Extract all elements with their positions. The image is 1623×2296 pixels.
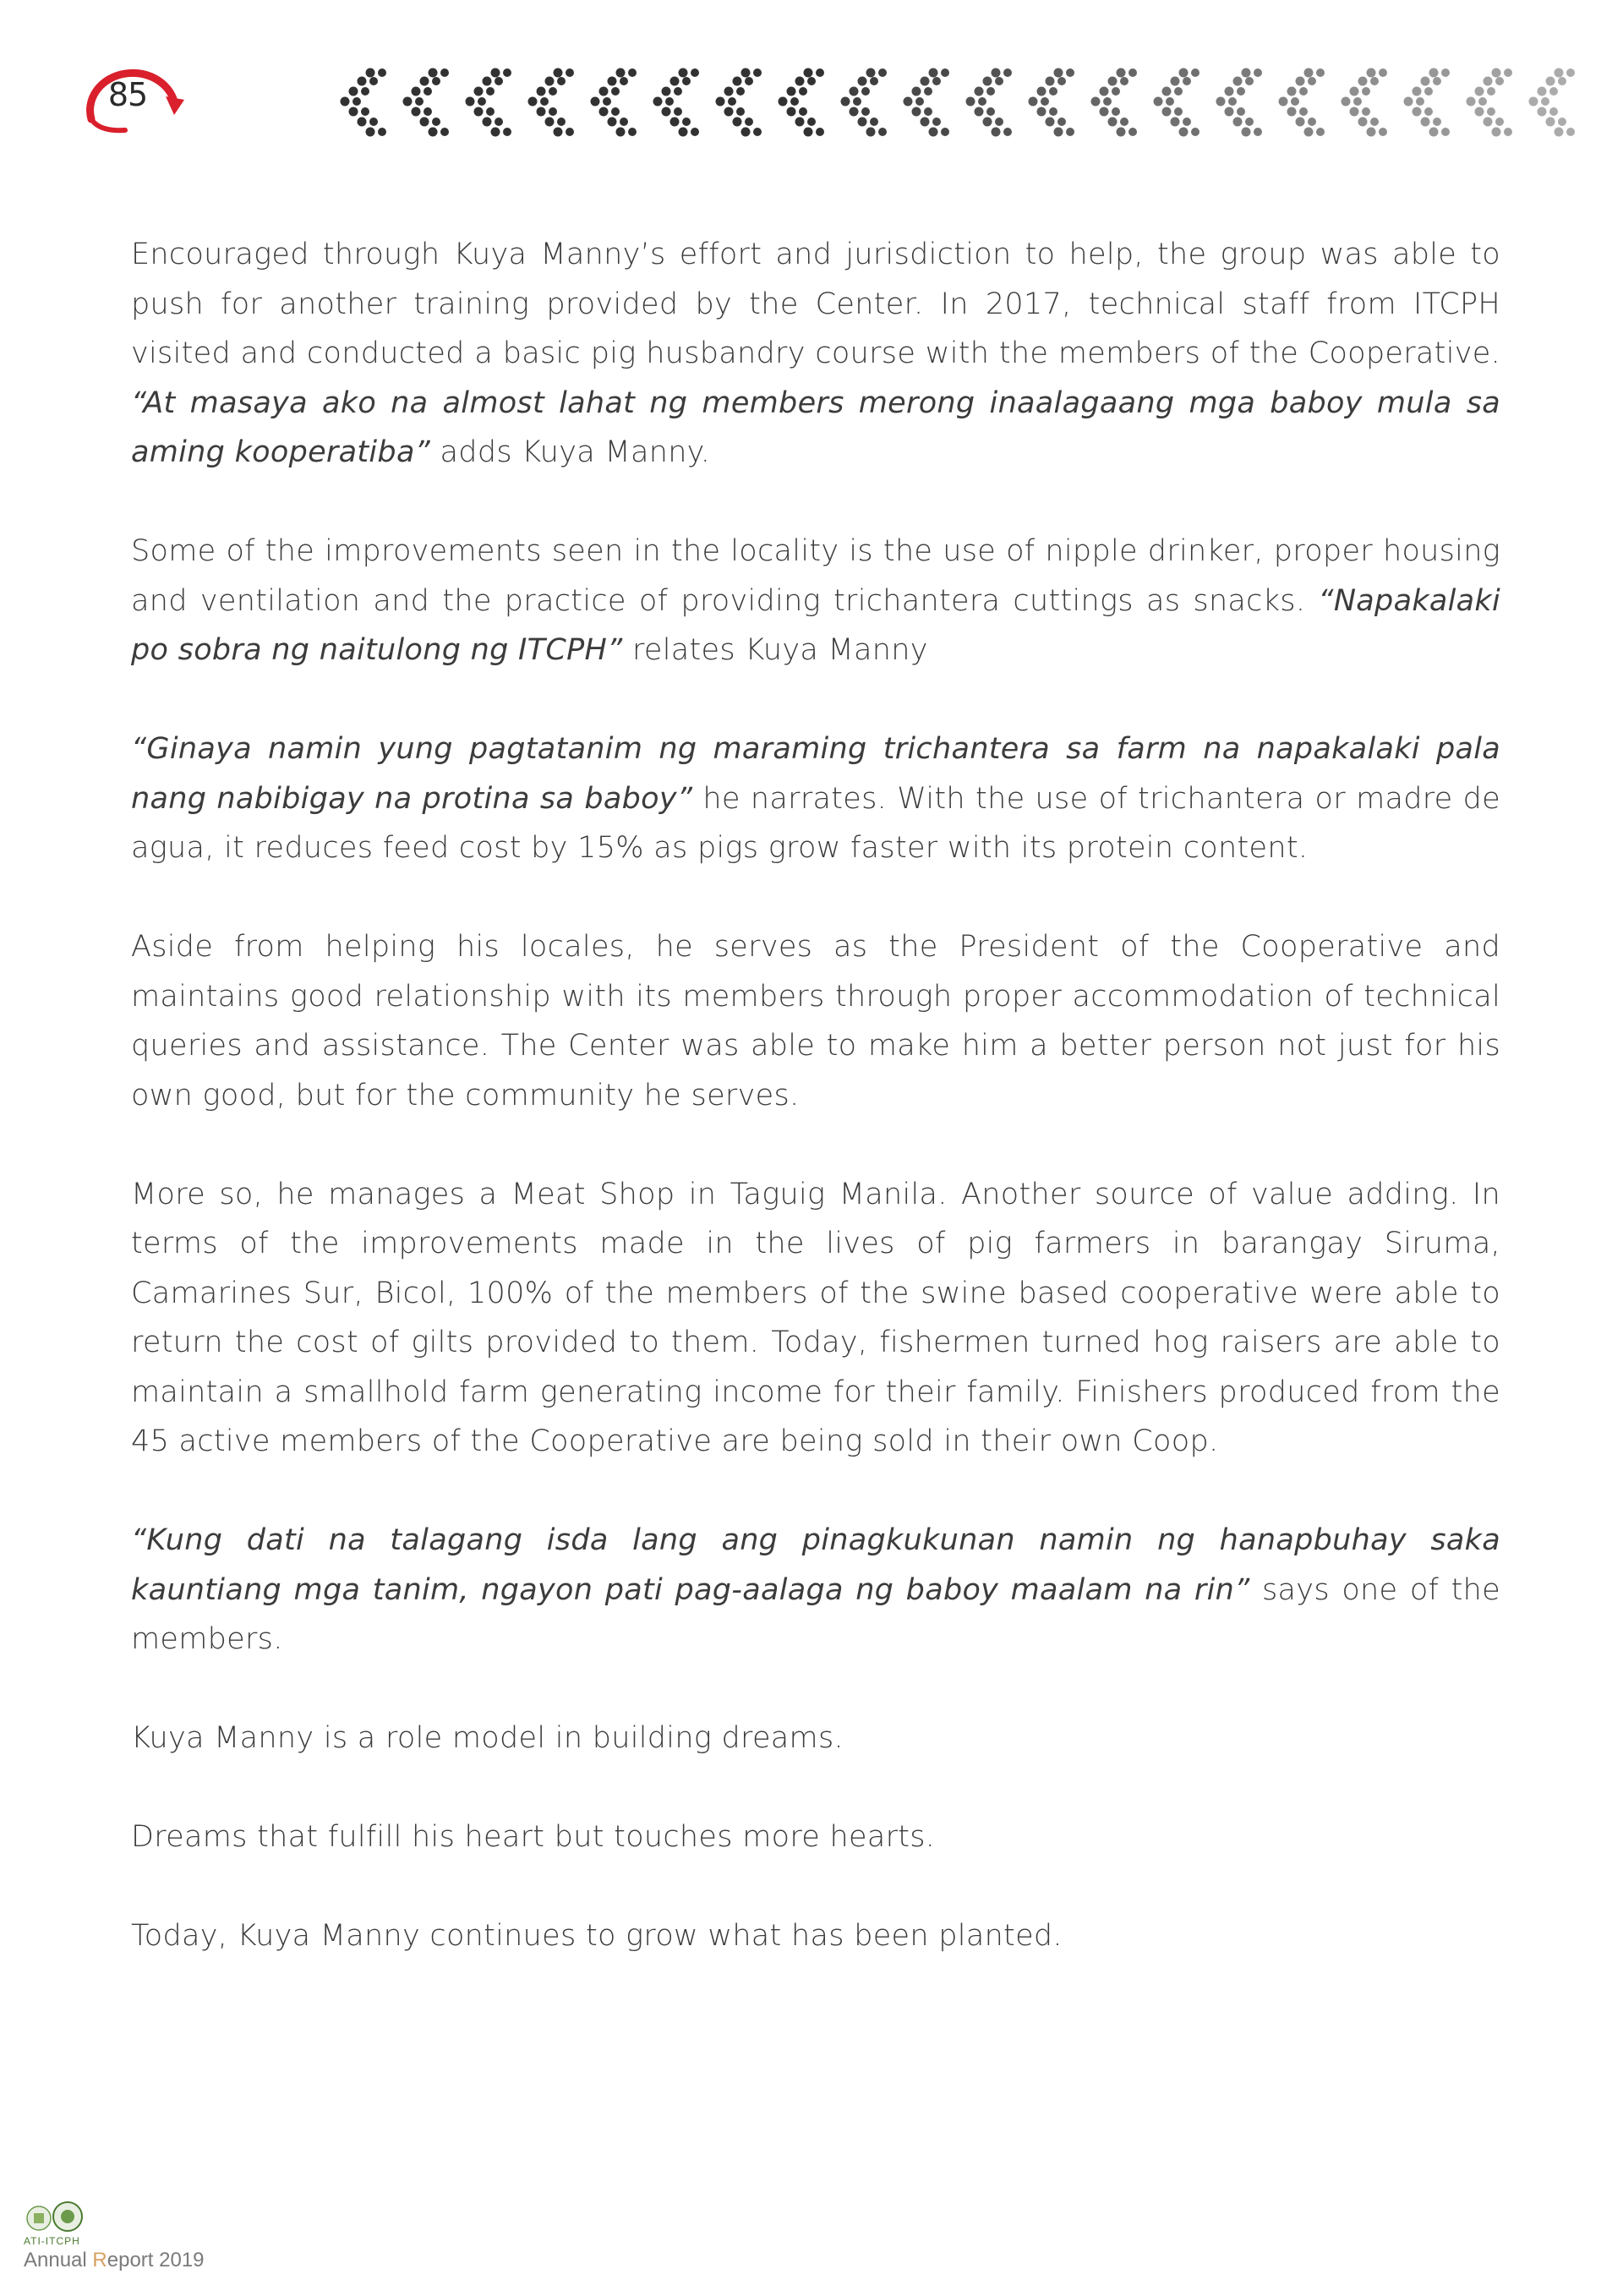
chevron-left-dots-icon bbox=[1467, 68, 1513, 137]
paragraph bbox=[131, 1714, 1500, 1763]
chevron-left-dots-icon bbox=[904, 68, 950, 137]
chevron-left-dots-icon bbox=[1029, 68, 1075, 137]
ati-seal-icon bbox=[27, 2206, 51, 2230]
text-run: Today, Kuya Manny continues to grow what has been planted. bbox=[131, 1919, 1063, 1953]
page-number-badge bbox=[66, 47, 193, 149]
text-run: he narrates. With the use of trichantera or madre de agua, it reduces feed cost by 15% as pigs grow faster with its protein content. bbox=[131, 781, 1500, 865]
footer-org-label: ATI-ITCPH bbox=[24, 2235, 80, 2247]
text-run: More so, he manages a Meat Shop in Taguig Manila. Another source of value adding. In terms of the improvements made in the lives of pig farmers in barangay Siruma, Camarines Sur, Bicol, 100% of the members of the swine based cooperative were able to return the cost of gilts provided to them. Today, fishermen turned hog raisers are able to maintain a smallhold farm generating income for their family. Finishers produced from the 45 active members of the Cooperative are being sold in their own Coop. bbox=[131, 1177, 1500, 1458]
chevron-left-dots-icon bbox=[1279, 68, 1325, 137]
chevron-left-dots-icon bbox=[403, 68, 450, 137]
quote-text: “Kung dati na talagang isda lang ang pinagkukunan namin ng hanapbuhay saka kauntiang mga tanim, ngayon pati pag-aalaga ng baboy maalam na rin” bbox=[131, 1523, 1500, 1607]
chevron-left-dots-icon bbox=[1154, 68, 1200, 137]
chevron-left-dots-icon bbox=[341, 68, 387, 137]
chevron-left-dots-icon bbox=[466, 68, 512, 137]
paragraph bbox=[131, 527, 1500, 675]
text-run: Aside from helping his locales, he serves as the President of the Cooperative and maintains good relationship with its members through proper accommodation of technical queries and assistance. The Center was able to make him a better person not just for his own good, but for the community he serves. bbox=[131, 930, 1500, 1112]
page-number: 85 bbox=[107, 76, 148, 113]
text-run: Kuya Manny is a role model in building dreams. bbox=[131, 1721, 844, 1755]
chevron-left-dots-icon bbox=[1529, 68, 1576, 137]
chevron-left-dots-icon bbox=[841, 68, 888, 137]
paragraph bbox=[131, 1170, 1500, 1467]
chevron-decoration-strip bbox=[338, 54, 1606, 156]
chevron-left-dots-icon bbox=[716, 68, 762, 137]
paragraph bbox=[131, 1812, 1500, 1862]
chevron-left-dots-icon bbox=[1404, 68, 1451, 137]
chevron-left-dots-icon bbox=[591, 68, 637, 137]
quote-text: “Ginaya namin yung pagtatanim ng maraming trichantera sa farm na napakalaki pala nang nabibigay na protina sa baboy” bbox=[131, 732, 1500, 816]
text-run: adds Kuya Manny. bbox=[430, 435, 711, 469]
quote-text: “At masaya ako na almost lahat ng members merong inaalagaang mga baboy mula sa aming kooperatiba” bbox=[131, 385, 1500, 469]
footer-seals bbox=[24, 2198, 91, 2235]
paragraph bbox=[131, 230, 1500, 478]
text-run: Encouraged through Kuya Manny’s effort and jurisdiction to help, the group was able to push for another training provided by the Center. In 2017, technical staff from ITCPH visited and conducted a basic pig husbandry course with the members of the Cooperative. bbox=[131, 238, 1500, 370]
text-run: relates Kuya Manny bbox=[622, 633, 928, 667]
chevron-left-dots-icon bbox=[779, 68, 825, 137]
quote-text: “Napakalaki po sobra ng naitulong ng ITCPH” bbox=[131, 583, 1500, 667]
chevron-left-dots-icon bbox=[653, 68, 700, 137]
footer-report-label: Annual Report 2019 bbox=[24, 2249, 205, 2271]
text-run: says one of the members. bbox=[131, 1572, 1500, 1656]
chevron-left-dots-icon bbox=[528, 68, 575, 137]
text-run: Some of the improvements seen in the locality is the use of nipple drinker, proper housing and ventilation and the practice of providing trichantera cuttings as snacks. bbox=[131, 534, 1500, 618]
footer-logo bbox=[24, 2198, 218, 2282]
paragraph bbox=[131, 1516, 1500, 1665]
paragraph bbox=[131, 922, 1500, 1120]
article-body bbox=[131, 230, 1500, 2010]
chevron-left-dots-icon bbox=[1342, 68, 1388, 137]
paragraph bbox=[131, 1911, 1500, 1961]
text-run: Dreams that fulfill his heart but touches more hearts. bbox=[131, 1820, 936, 1854]
chevron-left-dots-icon bbox=[1091, 68, 1138, 137]
chevron-left-dots-icon bbox=[1216, 68, 1263, 137]
itcph-seal-icon bbox=[53, 2202, 82, 2231]
chevron-left-dots-icon bbox=[966, 68, 1013, 137]
paragraph bbox=[131, 724, 1500, 873]
